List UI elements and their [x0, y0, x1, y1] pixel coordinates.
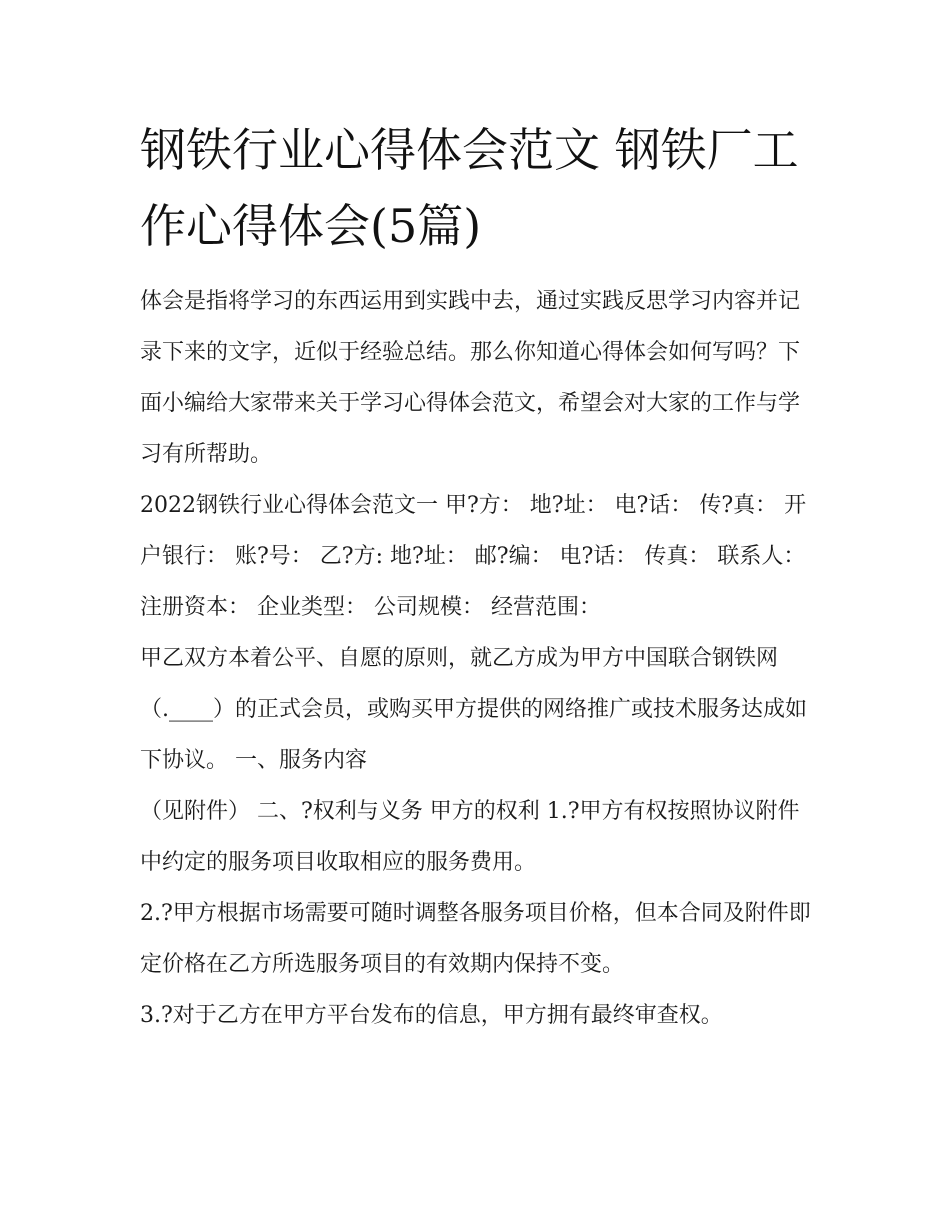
paragraph-agreement: 甲乙双方本着公平、自愿的原则，就乙方成为甲方中国联合钢铁网（.____）的正式会员，或购买甲方提供的网络推广或技术服务达成如下协议。 一、服务内容 [140, 646, 807, 773]
document-body [140, 276, 820, 1041]
document-title: 钢铁行业心得体会范文 钢铁厂工作心得体会(5篇) [140, 123, 799, 253]
paragraph-intro: 体会是指将学习的东西运用到实践中去，通过实践反思学习内容并记录下来的文字，近似于经验总结。那么你知道心得体会如何写吗？下面小编给大家带来关于学习心得体会范文，希望会对大家的工作与学习有所帮助。 [140, 289, 801, 467]
paragraph-rights: （见附件） 二、?权利与义务 甲方的权利 1.?甲方有权按照协议附件中约定的服务项目收取相应的服务费用。 [140, 799, 800, 875]
paragraph-company-info: 注册资本： 企业类型： 公司规模： 经营范围： [140, 595, 601, 620]
paragraph-party-info: 2022钢铁行业心得体会范文一 甲?方： 地?址： 电?话： 传?真： 开户银行： 账?号： 乙?方: 地?址： 邮?编： 电?话： 传真： 联系人： [140, 493, 807, 569]
paragraph-clause-3: 3.?对于乙方在甲方平台发布的信息，甲方拥有最终审查权。 [140, 1003, 723, 1028]
paragraph-clause-2: 2.?甲方根据市场需要可随时调整各服务项目价格，但本合同及附件即定价格在乙方所选服务项目的有效期内保持不变。 [140, 901, 811, 977]
